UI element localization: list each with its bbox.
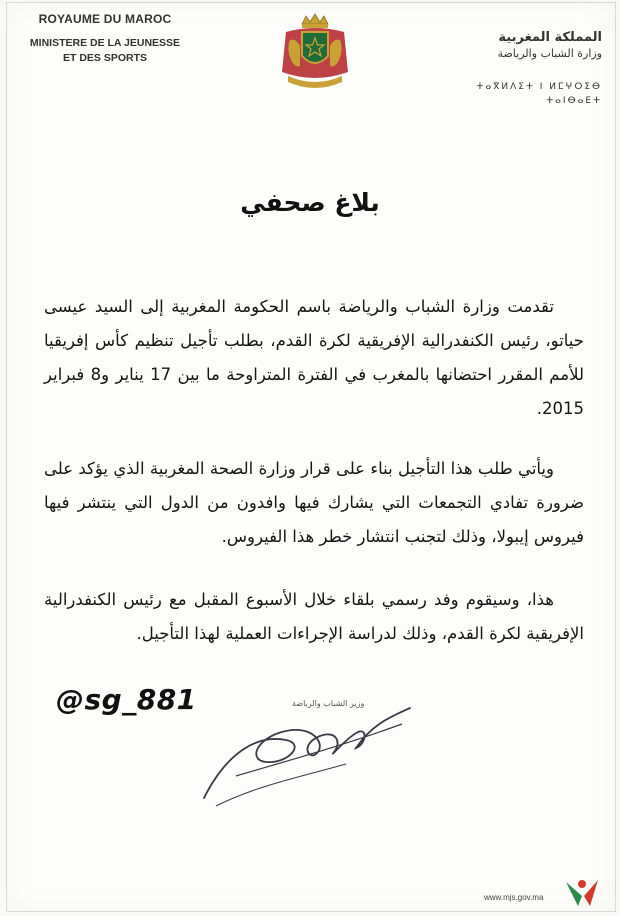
- body-paragraph-3: [44, 583, 584, 651]
- footer-url: www.mjs.gov.ma: [484, 893, 544, 902]
- header-tifinagh: [402, 80, 602, 108]
- signature-stamp-text: وزير الشباب والرياضة: [292, 699, 365, 708]
- fr-ministry-name: [16, 36, 194, 66]
- fr-ministry-line2: ET DES SPORTS: [62, 52, 147, 64]
- document-title: بلاغ صحفي: [240, 188, 380, 217]
- fr-ministry-line1: MINISTERE DE LA JEUNESSE: [29, 37, 181, 49]
- tifinagh-line1: ⵜⴰⴳⵍⴷⵉⵜ ⵏ ⵍⵎⵖⵔⵉⴱ: [476, 82, 602, 92]
- body-paragraph-1: [44, 290, 584, 426]
- ar-ministry-name: وزارة الشباب والرياضة: [497, 47, 602, 60]
- header-french: [16, 12, 194, 66]
- ar-kingdom-name: المملكة المغربية: [498, 30, 602, 45]
- royal-emblem-icon: [272, 10, 358, 96]
- tifinagh-line2: ⵜⴰⵏⴱⴰⴹⵜ: [546, 96, 602, 106]
- paragraph-1-text: تقدمت وزارة الشباب والرياضة باسم الحكومة المغربية إلى السيد عيسى حياتو، رئيس الكنفدرالية الإفريقية لكرة القدم، بطلب تأجيل تنظيم كأس إفريقيا للأمم المقرر احتضانها بالمغرب في الفترة المتراوحة ما بين 17 يناير و8 فبراير 2015.: [44, 297, 584, 418]
- watermark-handle: @sg_881: [56, 683, 197, 716]
- signature-icon: [196, 694, 422, 812]
- body-paragraph-2: [44, 452, 584, 554]
- header-arabic: [392, 30, 602, 60]
- ministry-logo-icon: [562, 876, 602, 910]
- paragraph-2-text: ويأتي طلب هذا التأجيل بناء على قرار وزارة الصحة المغربية الذي يؤكد على ضرورة تفادي التجمعات التي يشارك فيها وافدون من الدول التي ينتشر فيها فيروس إيبولا، وذلك لتجنب انتشار خطر هذا الفيروس.: [44, 459, 584, 546]
- paragraph-3-text: هذا، وسيقوم وفد رسمي بلقاء خلال الأسبوع المقبل مع رئيس الكنفدرالية الإفريقية لكرة القدم، وذلك لدراسة الإجراءات العملية لهذا التأجيل.: [44, 590, 584, 643]
- fr-kingdom-name: ROYAUME DU MAROC: [38, 12, 172, 26]
